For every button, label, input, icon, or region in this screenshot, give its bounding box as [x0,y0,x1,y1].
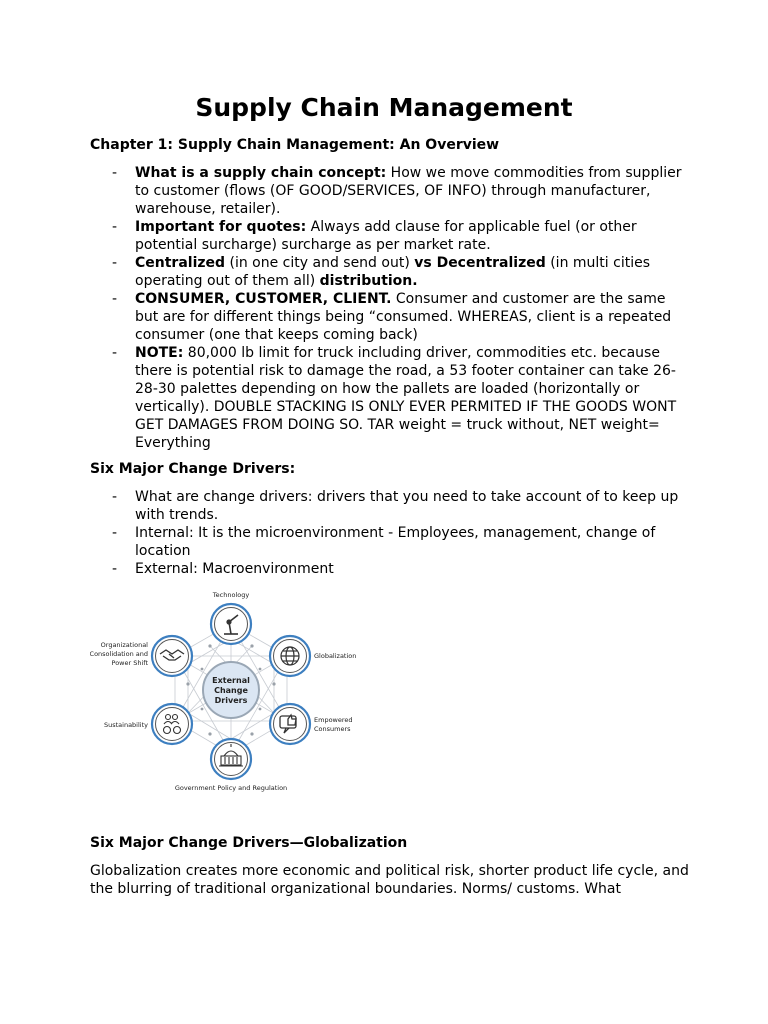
item-bold-label: What is a supply chain concept: [135,165,387,181]
item-bold-label: NOTE: [135,345,184,361]
empowered-consumers-node [270,704,310,744]
item-bold-label: CONSUMER, CUSTOMER, CLIENT. [135,291,392,307]
sustainability-node [152,704,192,744]
dash-bullet: - [112,561,118,577]
list-item [90,254,690,290]
center-node [203,662,259,718]
list-item [90,218,690,254]
government-label: Government Policy and Regulation [174,784,288,792]
change-drivers-heading: Six Major Change Drivers: [90,461,296,477]
item-text: How we move commodities from supplier to customer (flows (OF GOOD/SERVICES, OF INFO) through manufacturer, warehouse, retailer). [135,165,682,217]
chapter-heading: Chapter 1: Supply Chain Management: An Overview [90,137,500,153]
item-text: (in multi cities operating out of them all) [135,255,650,289]
government-node [211,739,251,779]
change-drivers-diagram [90,584,370,798]
item-bold-label: Important for quotes: [135,219,307,235]
globalization-paragraph: Globalization creates more economic and political risk, shorter product life cycle, and the blurring of traditional organizational boundaries. Norms/ customs. What [90,863,689,897]
center-label-line: Change [214,686,248,695]
list-item [90,560,690,578]
dash-bullet: - [112,255,118,271]
item-bold-label: Centralized [135,255,226,271]
list-item [90,290,690,344]
list-item [90,164,690,218]
dash-bullet: - [112,345,118,361]
change-drivers-list [90,488,690,578]
globalization-label: Globalization [314,652,357,660]
dash-bullet: - [112,219,118,235]
empowered-label-line: Empowered [314,716,353,724]
technology-label: Technology [212,591,250,599]
dash-bullet: - [112,291,118,307]
item-text: Consumer and customer are the same but are for different things being “consumed. WHEREAS, client is a repeated consumer (one that keeps coming back) [135,291,672,343]
dash-bullet: - [112,489,118,505]
technology-node [211,604,251,644]
dash-bullet: - [112,165,118,181]
page-title: Supply Chain Management [195,93,573,122]
organizational-label-line: Consolidation and [90,650,148,658]
organizational-label-line: Power Shift [111,659,148,667]
globalization-heading: Six Major Change Drivers—Globalization [90,835,408,851]
list-item [90,344,690,452]
sustainability-label: Sustainability [103,721,148,729]
organizational-node [152,636,192,676]
list-item [90,524,690,560]
item-text: (in one city and send out) [225,255,415,271]
list-item [90,488,690,524]
dash-bullet: - [112,525,118,541]
organizational-label-line: Organizational [100,641,148,649]
item-text: 80,000 lb limit for truck including driver, commodities etc. because there is potential risk to damage the road, a 53 footer container can take 26-28-30 palettes depending on how the pallets are loaded (horizontally or vertically). DOUBLE STACKING IS ONLY EVER PERMITED IF THE GOODS WONT GET DAMAGES FROM DOING SO. TAR weight = truck without, NET weight= Everything [135,345,677,451]
empowered-label-line: Consumers [314,725,351,733]
item-text: What are change drivers: drivers that you need to take account of to keep up with trends. [135,489,679,523]
item-text: Always add clause for applicable fuel (or other potential surcharge) surcharge as per market rate. [135,219,637,253]
item-text: External: Macroenvironment [135,561,334,577]
chapter-list [90,164,690,452]
item-bold-label: distribution. [319,273,418,289]
center-label-line: Drivers [214,696,248,705]
center-label-line: External [212,676,250,685]
item-bold-label: vs Decentralized [414,255,546,271]
globalization-node [270,636,310,676]
item-text: Internal: It is the microenvironment - Employees, management, change of location [135,525,656,559]
